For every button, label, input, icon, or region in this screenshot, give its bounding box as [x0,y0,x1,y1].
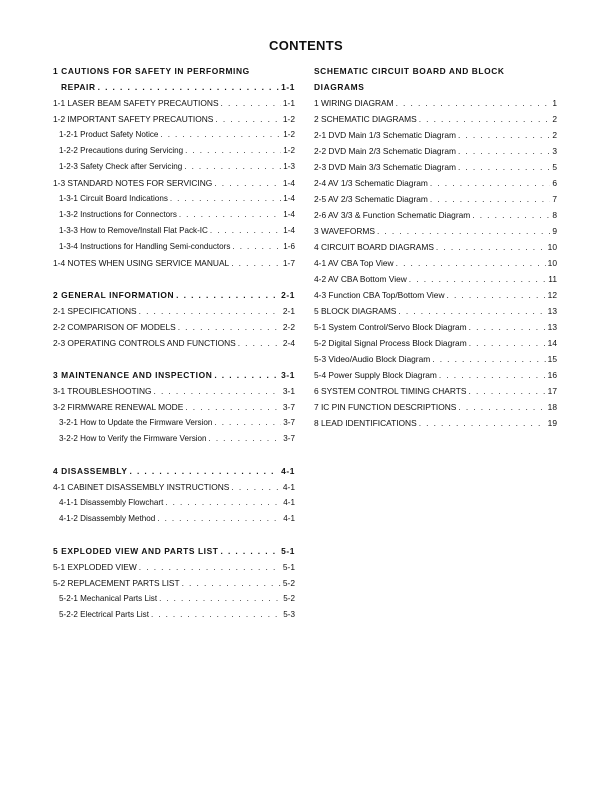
toc-page-number: 14 [547,338,557,348]
toc-entry-label: 3 MAINTENANCE AND INSPECTION [53,370,213,380]
toc-page-number: 2-1 [281,290,295,300]
toc-subentry[interactable] [53,143,295,159]
toc-page-number: 1-4 [282,178,295,188]
dot-leader [419,111,551,127]
toc-entry[interactable] [53,95,295,111]
toc-entry-label: 1-4 NOTES WHEN USING SERVICE MANUAL [53,258,230,268]
toc-entry-label: 1-3-3 How to Remove/Install Flat Pack-IC [59,226,208,235]
toc-entry-label: 4-1-1 Disassembly Flowchart [59,498,164,507]
toc-page-number: 5-1 [282,562,295,572]
toc-entry-label: 4-3 Function CBA Top/Bottom View [314,290,445,300]
toc-page-number: 8 [552,210,557,220]
dot-leader [472,207,550,223]
dot-leader [396,95,551,111]
toc-entry[interactable] [314,415,557,431]
toc-subentry[interactable] [53,431,295,447]
page-title: CONTENTS [269,38,343,53]
toc-entry-label: 5-3 Video/Audio Block Diagram [314,354,431,364]
toc-entry-label: 5 BLOCK DIAGRAMS [314,306,397,316]
toc-page-number: 12 [547,290,557,300]
dot-leader [214,367,279,383]
toc-page-number: 3-7 [283,418,295,427]
toc-subentry[interactable] [53,239,295,255]
toc-entry[interactable] [53,319,295,335]
toc-entry[interactable] [314,335,557,351]
dot-leader [139,559,281,575]
toc-entry[interactable] [314,271,557,287]
toc-entry-label: 4-1 CABINET DISASSEMBLY INSTRUCTIONS [53,482,230,492]
toc-entry-label: 1-2-1 Product Safety Notice [59,130,159,139]
toc-page-number: 9 [552,226,557,236]
toc-page-number: 7 [552,194,557,204]
dot-leader [231,255,281,271]
toc-page-number: 5-2 [282,578,295,588]
dot-leader [178,319,281,335]
toc-entry[interactable] [314,367,557,383]
toc-page-number: 1-1 [282,98,295,108]
toc-entry[interactable] [314,127,557,143]
toc-page-number: 16 [547,370,557,380]
dot-leader [447,287,546,303]
toc-entry-label: 2-2 COMPARISON OF MODELS [53,322,176,332]
toc-entry-label: 5-4 Power Supply Block Diagram [314,370,437,380]
dot-leader [159,591,281,607]
toc-entry[interactable] [314,175,557,191]
toc-page-number: 2-1 [282,306,295,316]
dot-leader [398,303,545,319]
contents-right-column [314,63,557,431]
dot-leader [238,335,281,351]
dot-leader [185,143,281,159]
toc-entry-label: 2-3 OPERATING CONTROLS AND FUNCTIONS [53,338,236,348]
dot-leader [430,191,550,207]
toc-entry-label: 1-3-2 Instructions for Connectors [59,210,177,219]
dot-leader [419,415,546,431]
dot-leader [165,495,281,511]
toc-entry[interactable] [314,399,557,415]
toc-entry[interactable] [314,159,557,175]
contents-heading: DIAGRAMS [314,82,365,92]
dot-leader [98,79,279,95]
toc-entry-label: 1 CAUTIONS FOR SAFETY IN PERFORMING [53,66,250,76]
dot-leader [179,207,281,223]
toc-entry-label: 2-5 AV 2/3 Schematic Diagram [314,194,428,204]
toc-entry[interactable] [53,399,295,415]
toc-subentry[interactable] [53,127,295,143]
dot-leader [157,511,281,527]
toc-entry-label: 2-6 AV 3/3 & Function Schematic Diagram [314,210,471,220]
dot-leader [214,415,281,431]
toc-entry-label: 2-2 DVD Main 2/3 Schematic Diagram [314,146,456,156]
toc-entry[interactable] [53,303,295,319]
toc-entry-label: 1-2 IMPORTANT SAFETY PRECAUTIONS [53,114,214,124]
dot-leader [209,431,282,447]
toc-entry[interactable] [53,559,295,575]
toc-entry-label: 7 IC PIN FUNCTION DESCRIPTIONS [314,402,457,412]
dot-leader [176,287,279,303]
dot-leader [231,479,281,495]
toc-entry-label: 6 SYSTEM CONTROL TIMING CHARTS [314,386,467,396]
section-spacer [53,351,295,367]
toc-page-number: 11 [548,274,557,284]
toc-entry-label: 4-2 AV CBA Bottom View [314,274,407,284]
toc-subentry[interactable] [53,415,295,431]
dot-leader [170,191,281,207]
toc-subentry[interactable] [53,511,295,527]
toc-page-number: 5 [552,162,557,172]
toc-page-number: 3 [552,146,557,156]
toc-section[interactable] [53,463,295,479]
toc-page-number: 1-7 [282,258,295,268]
toc-entry-label: 4 DISASSEMBLY [53,466,128,476]
dot-leader [214,175,281,191]
toc-page-number: 15 [547,354,557,364]
toc-entry[interactable] [314,207,557,223]
dot-leader [436,239,546,255]
dot-leader [458,399,545,415]
toc-page-number: 1-4 [283,210,295,219]
dot-leader [139,303,281,319]
toc-page-number: 4-1 [281,466,295,476]
toc-entry[interactable] [314,143,557,159]
toc-entry-label: 4-1-2 Disassembly Method [59,514,156,523]
dot-leader [468,383,545,399]
toc-entry-label: 4-1 AV CBA Top View [314,258,394,268]
toc-page-number: 4-1 [282,482,295,492]
toc-entry[interactable] [314,303,557,319]
toc-entry-label: 1-2-3 Safety Check after Servicing [59,162,183,171]
toc-entry[interactable] [314,239,557,255]
toc-subentry[interactable] [53,159,295,175]
toc-entry-label: 1-3 STANDARD NOTES FOR SERVICING [53,178,213,188]
toc-entry[interactable] [53,335,295,351]
toc-page-number: 3-7 [282,402,295,412]
toc-page-number: 5-3 [283,610,295,619]
toc-section[interactable] [53,543,295,559]
toc-section[interactable] [53,63,295,79]
toc-page-number: 17 [547,386,557,396]
toc-entry-label: 5 EXPLODED VIEW AND PARTS LIST [53,546,219,556]
toc-entry-label: 1-2-2 Precautions during Servicing [59,146,184,155]
dot-leader [210,223,281,239]
toc-entry-label: 5-2 REPLACEMENT PARTS LIST [53,578,180,588]
toc-entry-label: 3-2-2 How to Verify the Firmware Version [59,434,207,443]
toc-entry[interactable] [314,111,557,127]
toc-page-number: 18 [547,402,557,412]
toc-page-number: 13 [547,322,557,332]
toc-page-number: 10 [547,258,557,268]
toc-page-number: 1-6 [283,242,295,251]
toc-entry-label: 1-3-1 Circuit Board Indications [59,194,168,203]
dot-leader [396,255,546,271]
toc-page-number: 3-1 [282,386,295,396]
toc-entry[interactable] [53,383,295,399]
toc-entry[interactable] [314,95,557,111]
dot-leader [458,127,550,143]
toc-section[interactable] [53,79,295,95]
toc-entry-label: 5-1 System Control/Servo Block Diagram [314,322,467,332]
toc-entry-label: 2-1 SPECIFICATIONS [53,306,137,316]
toc-entry-label: 2-3 DVD Main 3/3 Schematic Diagram [314,162,456,172]
toc-page-number: 4-1 [283,514,295,523]
dot-leader [458,159,550,175]
dot-leader [232,239,281,255]
dot-leader [221,95,281,111]
toc-page-number: 1-1 [281,82,295,92]
toc-entry[interactable] [314,319,557,335]
toc-entry[interactable] [53,175,295,191]
dot-leader [377,223,550,239]
toc-entry[interactable] [314,191,557,207]
toc-page-number: 1-2 [283,130,295,139]
toc-page-number: 13 [547,306,557,316]
toc-page-number: 1-4 [283,226,295,235]
toc-entry-label: 8 LEAD IDENTIFICATIONS [314,418,417,428]
toc-page-number: 1-3 [283,162,295,171]
toc-subentry[interactable] [53,495,295,511]
dot-leader [432,351,545,367]
section-spacer [53,447,295,463]
section-spacer [53,527,295,543]
toc-entry[interactable] [53,255,295,271]
toc-subentry[interactable] [53,223,295,239]
dot-leader [184,159,281,175]
toc-page-number: 10 [547,242,557,252]
toc-entry-label: 5-2-1 Mechanical Parts List [59,594,158,603]
toc-entry-label: 5-1 EXPLODED VIEW [53,562,137,572]
toc-page-number: 2-2 [282,322,295,332]
dot-leader [221,543,280,559]
toc-page-number: 3-7 [283,434,295,443]
toc-page-number: 1 [552,98,557,108]
toc-section[interactable] [53,287,295,303]
dot-leader [430,175,550,191]
toc-entry[interactable] [314,287,557,303]
dot-leader [409,271,547,287]
toc-page-number: 2 [552,130,557,140]
toc-entry-label: REPAIR [61,82,96,92]
toc-entry[interactable] [314,255,557,271]
toc-page-number: 5-1 [281,546,295,556]
dot-leader [151,607,281,623]
toc-section[interactable] [53,367,295,383]
dot-leader [160,127,281,143]
dot-leader [185,399,281,415]
toc-page-number: 19 [547,418,557,428]
toc-entry-label: 5-2-2 Electrical Parts List [59,610,149,619]
toc-page-number: 6 [552,178,557,188]
toc-entry[interactable] [314,351,557,367]
contents-left-column [53,63,295,623]
toc-page-number: 1-2 [283,146,295,155]
toc-entry-label: 4 CIRCUIT BOARD DIAGRAMS [314,242,434,252]
toc-entry-label: 2 GENERAL INFORMATION [53,290,175,300]
toc-entry-label: 3 WAVEFORMS [314,226,375,236]
toc-page-number: 5-2 [283,594,295,603]
dot-leader [469,335,546,351]
toc-entry[interactable] [314,223,557,239]
toc-page-number: 1-2 [282,114,295,124]
section-spacer [53,271,295,287]
toc-entry-label: 1 WIRING DIAGRAM [314,98,394,108]
toc-subentry[interactable] [53,207,295,223]
toc-entry-label: 2-1 DVD Main 1/3 Schematic Diagram [314,130,456,140]
toc-page-number: 2 [552,114,557,124]
dot-leader [154,383,281,399]
toc-entry-label: 2-4 AV 1/3 Schematic Diagram [314,178,428,188]
toc-subentry[interactable] [53,607,295,623]
dot-leader [439,367,546,383]
toc-page-number: 4-1 [283,498,295,507]
dot-leader [130,463,280,479]
toc-page-number: 3-1 [281,370,295,380]
dot-leader [182,575,281,591]
toc-entry[interactable] [53,111,295,127]
toc-entry-label: 5-2 Digital Signal Process Block Diagram [314,338,467,348]
toc-entry-label: 3-2 FIRMWARE RENEWAL MODE [53,402,184,412]
toc-entry[interactable] [314,383,557,399]
dot-leader [215,111,280,127]
toc-entry[interactable] [53,479,295,495]
dot-leader [469,319,546,335]
toc-entry-label: 1-1 LASER BEAM SAFETY PRECAUTIONS [53,98,219,108]
toc-page-number: 2-4 [282,338,295,348]
toc-entry-label: 3-2-1 How to Update the Firmware Version [59,418,213,427]
contents-heading: SCHEMATIC CIRCUIT BOARD AND BLOCK [314,66,505,76]
toc-entry[interactable] [53,575,295,591]
toc-entry-label: 1-3-4 Instructions for Handling Semi-conductors [59,242,231,251]
toc-entry-label: 2 SCHEMATIC DIAGRAMS [314,114,417,124]
dot-leader [458,143,550,159]
toc-entry-label: 3-1 TROUBLESHOOTING [53,386,152,396]
toc-subentry[interactable] [53,591,295,607]
toc-subentry[interactable] [53,191,295,207]
toc-page-number: 1-4 [283,194,295,203]
